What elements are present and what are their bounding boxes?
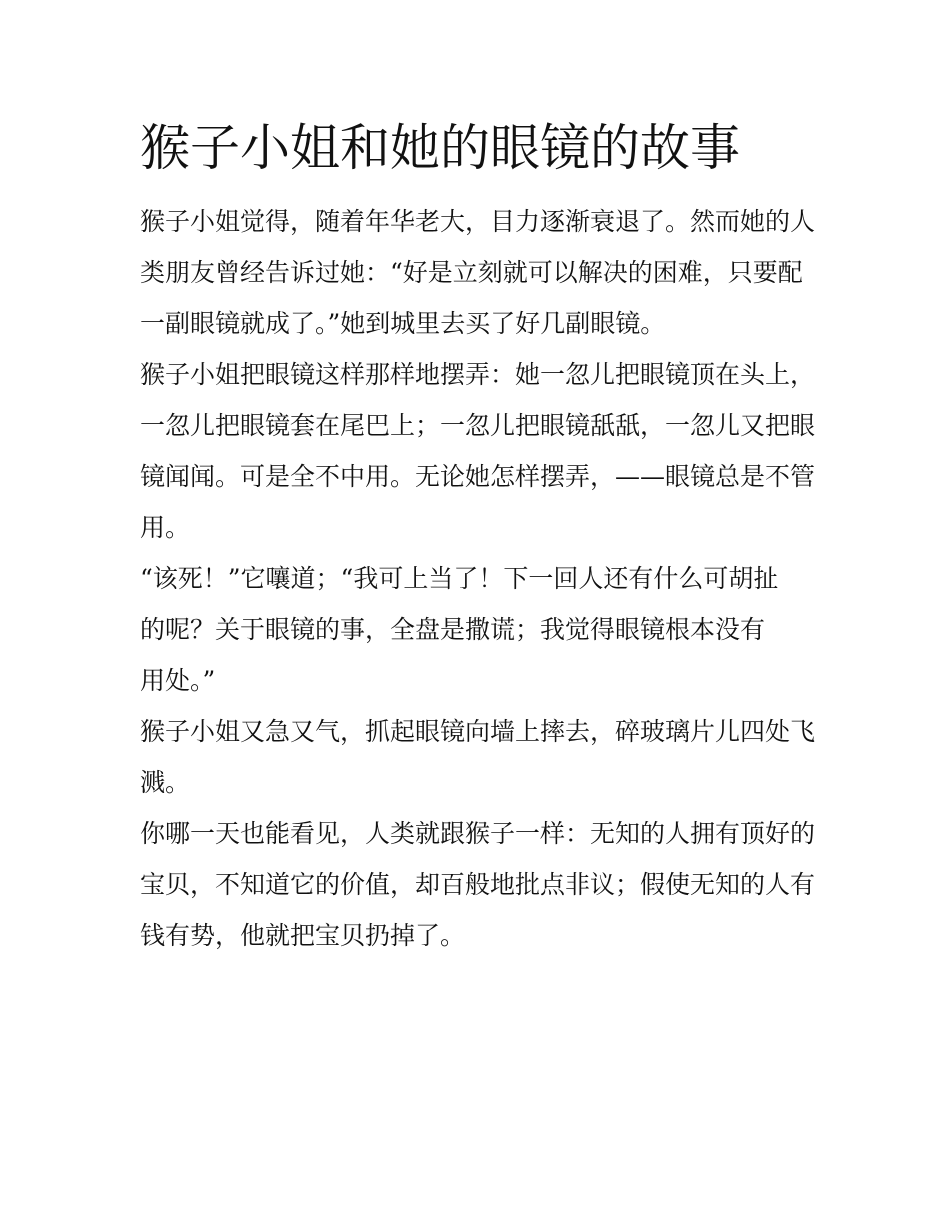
document-body (140, 196, 820, 961)
paragraph-1: 猴子小姐觉得，随着年华老大，目力逐渐衰退了。然而她的人类朋友曾经告诉过她：“好是立刻就可以解决的困难，只要配一副眼镜就成了。”她到城里去买了好几副眼镜。 (140, 207, 816, 338)
document-title: 猴子小姐和她的眼镜的故事 (140, 119, 740, 177)
paragraph-2: 猴子小姐把眼镜这样那样地摆弄：她一忽儿把眼镜顶在头上，一忽儿把眼镜套在尾巴上；一忽儿把眼镜舐舐，一忽儿又把眼镜闻闻。可是全不中用。无论她怎样摆弄，——眼镜总是不管用。 (140, 360, 816, 542)
paragraph-4: 猴子小姐又急又气，抓起眼镜向墙上摔去，碎玻璃片儿四处飞溅。 (140, 717, 816, 797)
paragraph-5: 你哪一天也能看见，人类就跟猴子一样：无知的人拥有顶好的宝贝，不知道它的价值，却百般地批点非议；假使无知的人有钱有势，他就把宝贝扔掉了。 (140, 819, 816, 950)
paragraph-3: “该死！”它嚷道；“我可上当了！下一回人还有什么可胡扯的呢？关于眼镜的事，全盘是撒谎；我觉得眼镜根本没有用处。” (140, 564, 779, 695)
